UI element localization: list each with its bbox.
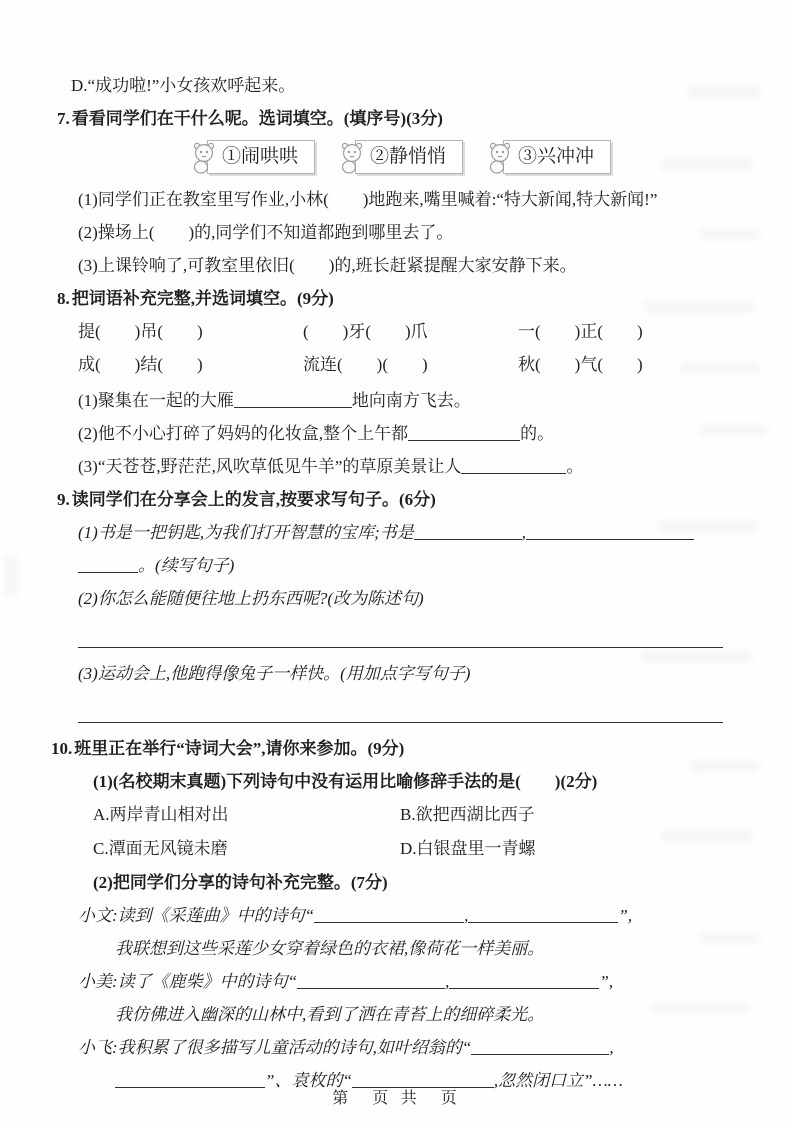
answer-blank — [471, 1038, 609, 1055]
q8-item-2-post: 的。 — [520, 424, 555, 443]
page-footer-text: 第 页 共 页 — [332, 1090, 461, 1107]
xiaomei-pre: 小美:读了《鹿柴》中的诗句“ — [78, 972, 298, 991]
xiaomei-cont-text: 我仿佛进入幽深的山林中,看到了洒在青苔上的细碎柔光。 — [115, 1005, 545, 1024]
option-d-text: D.“成功啦!”小女孩欢呼起来。 — [71, 76, 296, 95]
grid-cell: 提( )吊( ) — [78, 322, 203, 341]
q8-word-grid — [57, 320, 743, 377]
mascot-icon — [487, 141, 515, 182]
speaker-line-xiaowen-cont — [57, 937, 743, 960]
xiaofei-cont-post: ,忽然闭口立”…… — [493, 1071, 623, 1090]
word-choice-label: ②静悄悄 — [370, 146, 447, 167]
answer-blank — [461, 457, 566, 474]
grid-cell: 流连( )( ) — [303, 355, 428, 374]
question-10-title: 班里正在举行“诗词大会”,请你来参加。(9分) — [74, 739, 405, 758]
q8-item-3-pre: (3)“天苍苍,野茫茫,风吹草低见牛羊”的草原美景让人 — [78, 457, 462, 476]
question-9-number: 9. — [57, 490, 70, 509]
answer-blank — [526, 523, 694, 540]
option-d-line — [57, 74, 743, 97]
question-9-title: 读同学们在分享会上的发言,按要求写句子。(6分) — [71, 490, 436, 509]
q9-item-3-pre: (3)运动会上,他跑得 — [78, 664, 222, 683]
answer-blank — [414, 523, 522, 540]
q9-item-2 — [57, 587, 743, 610]
grid-cell: 一( )正( ) — [518, 322, 643, 341]
word-choice-box-3 — [503, 140, 611, 174]
question-10-header — [51, 737, 743, 760]
page-footer — [0, 1085, 793, 1108]
q9-item-1 — [57, 521, 743, 544]
speaker-line-xiaomei-cont — [57, 1003, 743, 1026]
q8-item-2-pre: (2)他不小心打碎了妈妈的化妆盒,整个上午都 — [78, 424, 409, 443]
question-8-number: 8. — [57, 289, 70, 308]
mascot-icon — [339, 141, 367, 182]
speaker-line-xiaomei — [57, 970, 743, 993]
answer-blank — [449, 972, 599, 989]
q9-item-3-post: 兔子一样快。(用加点字写句子) — [238, 664, 471, 683]
question-7-header — [57, 107, 743, 130]
q10-option-c: C.潭面无风镜未磨 — [93, 839, 228, 858]
q7-item-2 — [57, 221, 743, 244]
answer-blank — [78, 556, 138, 573]
answer-line — [78, 622, 723, 648]
q10-option-a: A.两岸青山相对出 — [93, 805, 229, 824]
question-10-number: 10. — [51, 739, 73, 758]
xiaofei-pre: 小飞:我积累了很多描写儿童活动的诗句,如叶绍翁的“ — [78, 1038, 472, 1057]
question-9-header — [57, 488, 743, 511]
q10-options-row-1 — [57, 803, 743, 826]
question-7-title: 看看同学们在干什么呢。选词填空。(填序号)(3分) — [71, 109, 443, 128]
answer-blank — [314, 906, 464, 923]
q7-item-3 — [57, 254, 743, 277]
answer-blank — [468, 906, 618, 923]
q10-options-row-2 — [57, 837, 743, 860]
q8-item-3-post: 。 — [566, 457, 584, 476]
word-choice-label: ①闹哄哄 — [222, 146, 299, 167]
xiaowen-sep: , — [464, 906, 469, 925]
mascot-icon — [191, 141, 219, 182]
xiaowen-pre: 小文:读到《采莲曲》中的诗句“ — [78, 906, 315, 925]
q7-item-2-text: (2)操场上( )的,同学们不知道都跑到哪里去了。 — [78, 223, 454, 242]
word-choice-label: ③兴冲冲 — [518, 146, 595, 167]
grid-cell: ( )牙( )爪 — [303, 322, 428, 341]
question-8-header — [57, 287, 743, 310]
q9-item-1-pre: (1)书是一把钥匙,为我们打开智慧的宝库;书是 — [78, 523, 414, 542]
q7-item-1-text: (1)同学们正在教室里写作业,小林( )地跑来,嘴里喊着:“特大新闻,特大新闻!” — [78, 190, 658, 209]
grid-cell: 成( )结( ) — [78, 355, 203, 374]
q7-item-3-text: (3)上课铃响了,可教室里依旧( )的,班长赶紧提醒大家安静下来。 — [78, 256, 577, 275]
emphasized-char: 像 — [221, 664, 239, 683]
speaker-line-xiaowen — [57, 904, 743, 927]
q8-item-1 — [57, 389, 743, 412]
q8-item-1-post: 地向南方飞去。 — [351, 391, 471, 410]
question-8-title: 把词语补充完整,并选词填空。(9分) — [71, 289, 334, 308]
q10-item-1 — [57, 770, 743, 793]
word-choice-box-2 — [355, 140, 463, 174]
answer-blank — [408, 424, 520, 441]
q9-item-1-continued — [57, 554, 743, 577]
xiaomei-sep: , — [445, 972, 450, 991]
xiaofei-cont-mid: ”、袁枚的“ — [265, 1071, 352, 1090]
xiaofei-sep: , — [609, 1038, 614, 1057]
q9-item-2-text: (2)你怎么能随便往地上扔东西呢?(改为陈述句) — [78, 589, 424, 608]
xiaomei-post: ”, — [599, 972, 614, 991]
scan-artifact — [4, 556, 18, 596]
q9-item-3 — [57, 662, 743, 685]
q8-item-2 — [57, 422, 743, 445]
q10-option-d: D.白银盘里一青螺 — [400, 839, 536, 858]
speaker-line-xiaofei — [57, 1036, 743, 1059]
q10-item-2-title: (2)把同学们分享的诗句补充完整。(7分) — [93, 873, 388, 892]
q7-item-1 — [57, 188, 743, 211]
word-choice-box-1 — [207, 140, 315, 174]
q9-item-1-sep: , — [521, 523, 526, 542]
xiaowen-post: ”, — [618, 906, 633, 925]
answer-blank — [234, 391, 352, 408]
answer-line — [78, 697, 723, 723]
q9-item-1-cont-text: 。(续写句子) — [138, 556, 235, 575]
q7-word-choices — [207, 140, 743, 174]
q10-item-1-text: (1)(名校期末真题)下列诗句中没有运用比喻修辞手法的是( )(2分) — [93, 772, 598, 791]
answer-blank — [297, 972, 445, 989]
q10-item-2-header — [57, 871, 743, 894]
q8-item-1-pre: (1)聚集在一起的大雁 — [78, 391, 234, 410]
q10-option-b: B.欲把西湖比西子 — [400, 805, 535, 824]
q8-item-3 — [57, 455, 743, 478]
question-7-number: 7. — [57, 109, 70, 128]
grid-cell: 秋( )气( ) — [518, 355, 643, 374]
xiaowen-cont-text: 我联想到这些采莲少女穿着绿色的衣裙,像荷花一样美丽。 — [115, 939, 545, 958]
